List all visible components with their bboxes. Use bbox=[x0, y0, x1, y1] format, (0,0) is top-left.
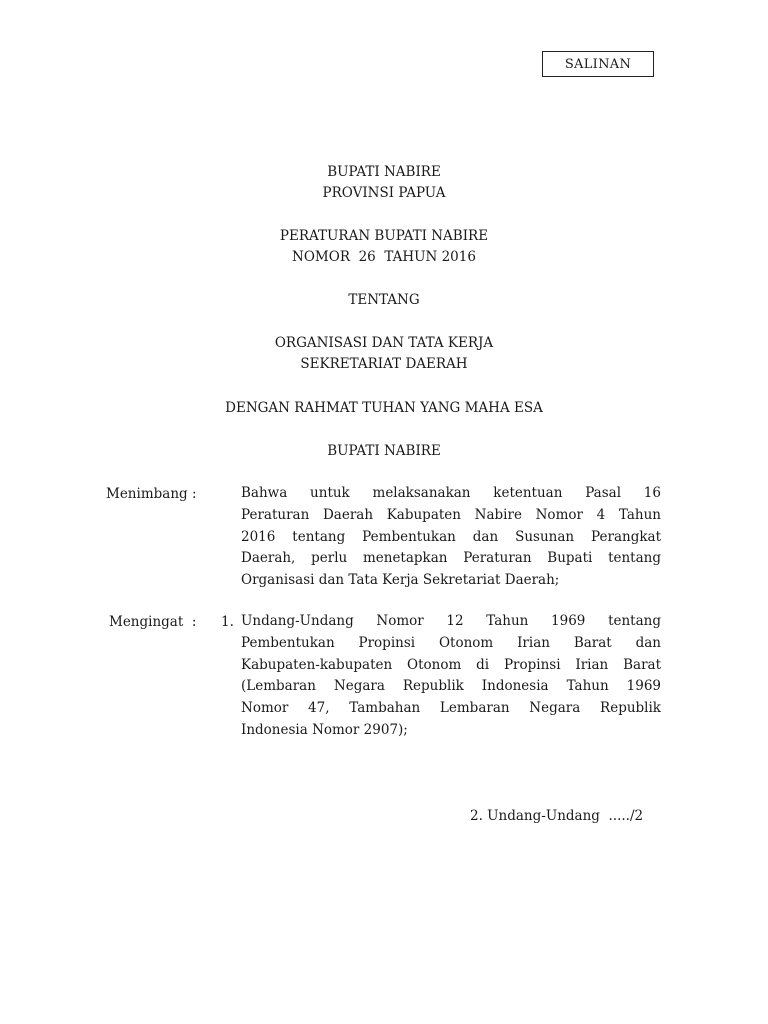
province-title: PROVINSI PAPUA bbox=[322, 185, 446, 201]
mengingat-line: Kabupaten-kabupaten Otonom di Propinsi Irian Barat bbox=[241, 656, 661, 673]
menimbang-label: Menimbang : bbox=[106, 486, 197, 502]
mengingat-line: (Lembaran Negara Republik Indonesia Tahun 1969 bbox=[241, 678, 661, 695]
mengingat-line: Nomor 47, Tambahan Lembaran Negara Republik bbox=[241, 700, 661, 717]
tentang-heading: TENTANG bbox=[348, 292, 420, 308]
menimbang-line: Organisasi dan Tata Kerja Sekretariat Daerah; bbox=[241, 572, 560, 589]
page-continuation-ref: 2. Undang-Undang ...../2 bbox=[470, 808, 644, 824]
mengingat-paragraph bbox=[241, 611, 661, 742]
menimbang-line: Bahwa untuk melaksanakan ketentuan Pasal 16 bbox=[241, 485, 661, 501]
subject-line-2: SEKRETARIAT DAERAH bbox=[300, 356, 468, 372]
invocation: DENGAN RAHMAT TUHAN YANG MAHA ESA bbox=[225, 400, 543, 416]
mengingat-item-number: 1. bbox=[221, 614, 234, 630]
mengingat-line: Indonesia Nomor 2907); bbox=[241, 721, 408, 738]
menimbang-line: Daerah, perlu menetapkan Peraturan Bupati tentang bbox=[241, 550, 661, 567]
menimbang-line: Peraturan Daerah Kabupaten Nabire Nomor 4 Tahun bbox=[241, 506, 661, 523]
salinan-stamp: SALINAN bbox=[542, 51, 654, 77]
regulation-number: NOMOR 26 TAHUN 2016 bbox=[292, 249, 476, 265]
mengingat-line: Undang-Undang Nomor 12 Tahun 1969 tentang bbox=[241, 613, 661, 629]
issuer-title: BUPATI NABIRE bbox=[327, 164, 441, 180]
regulation-title: PERATURAN BUPATI NABIRE bbox=[279, 228, 489, 244]
issuer-repeat: BUPATI NABIRE bbox=[327, 443, 441, 459]
mengingat-label: Mengingat : bbox=[109, 614, 197, 630]
subject-line-1: ORGANISASI DAN TATA KERJA bbox=[274, 335, 494, 351]
mengingat-line: Pembentukan Propinsi Otonom Irian Barat dan bbox=[241, 634, 661, 651]
menimbang-line: 2016 tentang Pembentukan dan Susunan Perangkat bbox=[241, 528, 661, 545]
menimbang-paragraph bbox=[241, 483, 661, 592]
